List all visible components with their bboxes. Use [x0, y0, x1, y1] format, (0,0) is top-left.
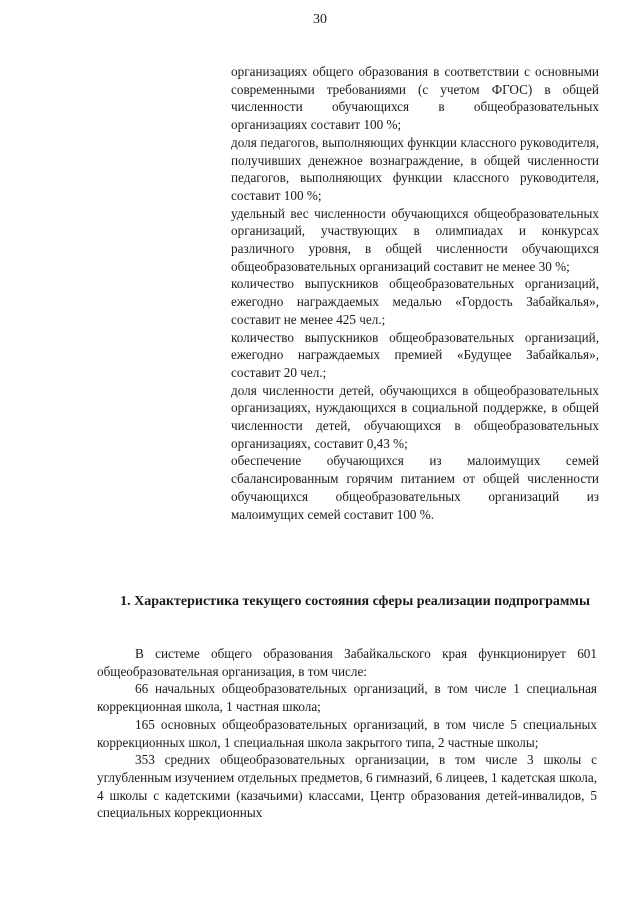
body-paragraph: В системе общего образования Забайкальского края функционирует 601 общеобразовательная организация, в том числе:: [97, 646, 597, 679]
indicator-item: доля численности детей, обучающихся в общеобразовательных организациях, нуждающихся в социальной поддержке, в общей численности детей, обучающихся в общеобразовательных организациях, составит 0,43 %;: [231, 382, 599, 451]
body-paragraph: 66 начальных общеобразовательных организаций, в том числе 1 специальная коррекционная школа, 1 частная школа;: [97, 681, 597, 715]
indicator-item: обеспечение обучающихся из малоимущих семей сбалансированным горячим питанием от общей численности обучающихся общеобразовательных организаций из малоимущих семей составит 100 %.: [231, 453, 599, 522]
body-paragraph: 353 средних общеобразовательных организации, в том числе 3 школы с углубленным изучением отдельных предметов, 6 гимназий, 6 лицеев, 1 кадетская школа, 4 школы с кадетскими (казачьими) классами, Центр образования детей-инвалидов, 5 специальных коррекционных: [97, 752, 597, 821]
indicator-item: количество выпускников общеобразовательных организаций, ежегодно награждаемых премией «Будущее Забайкалья», составит 20 чел.;: [231, 329, 599, 380]
body-text: [97, 645, 597, 822]
indicator-item: доля педагогов, выполняющих функции классного руководителя, получивших денежное вознаграждение, в общей численности педагогов, выполняющих функции классного руководителя, составит 100 %;: [231, 134, 599, 203]
indicator-item: количество выпускников общеобразовательных организаций, ежегодно награждаемых медалью «Гордость Забайкалья», составит не менее 425 чел.;: [231, 276, 599, 327]
indicator-list: [231, 63, 599, 523]
indicator-item: удельный вес численности обучающихся общеобразовательных организаций, участвующих в олимпиадах и конкурсах различного уровня, в общей численности обучающихся общеобразовательных организаций составит не менее 30 %;: [231, 205, 599, 274]
section-heading: 1. Характеристика текущего состояния сферы реализации подпрограммы: [120, 594, 590, 609]
page-number: 30: [313, 12, 327, 27]
indicator-item: организациях общего образования в соответствии с основными современными требованиями (с учетом ФГОС) в общей численности обучающихся в общеобразовательных организациях составит 100 %;: [231, 64, 599, 133]
body-paragraph: 165 основных общеобразовательных организаций, в том числе 5 специальных коррекционных школ, 1 специальная школа закрытого типа, 2 частные школы;: [97, 716, 597, 750]
